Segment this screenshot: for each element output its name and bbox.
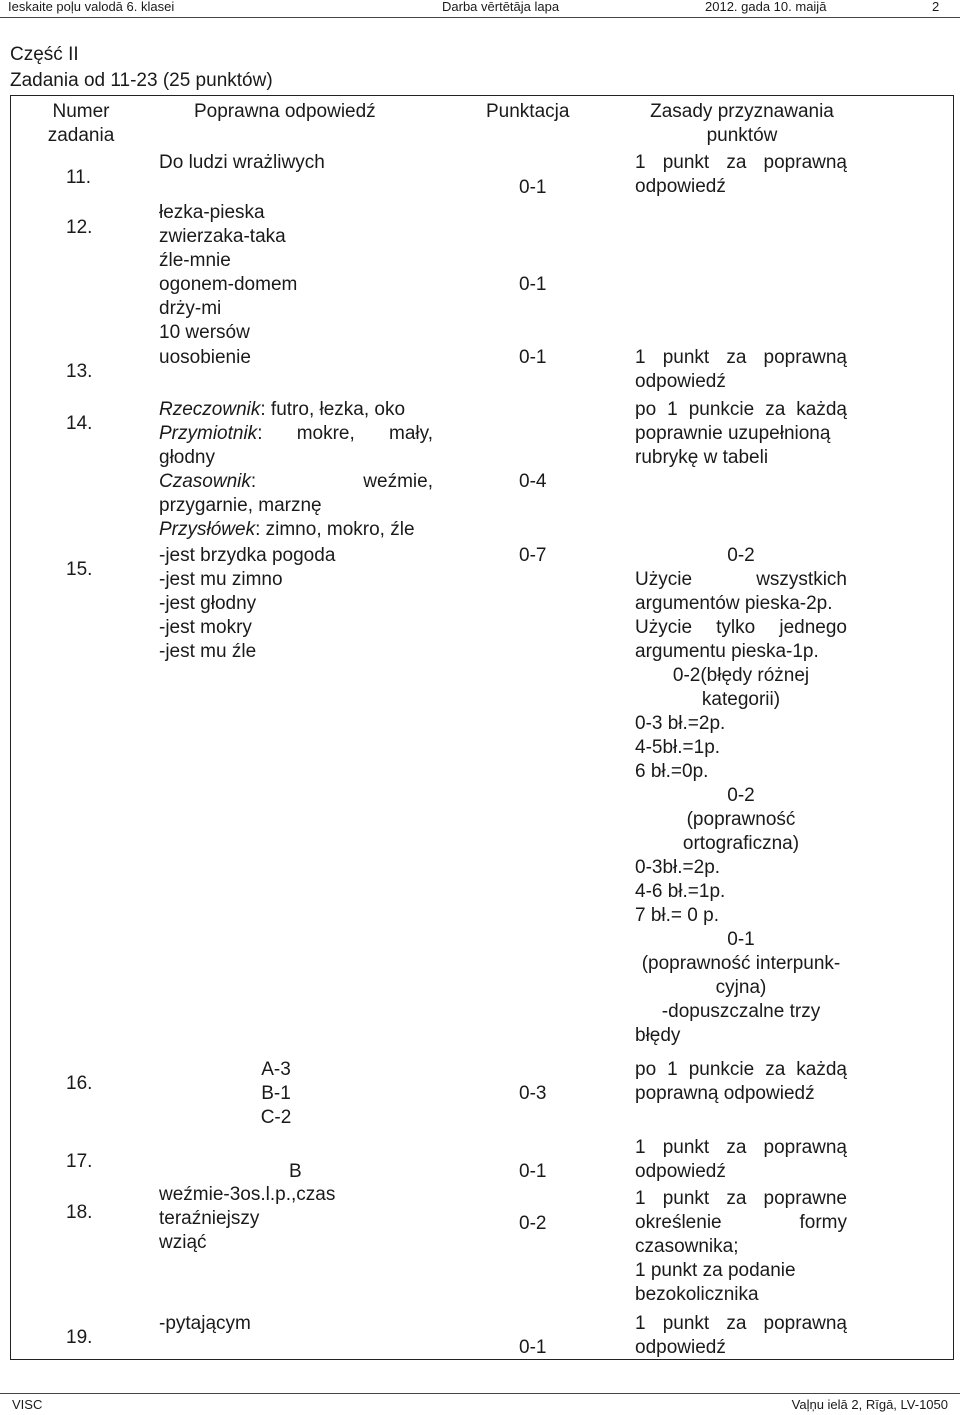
- row-12-answer-line2: zwierzaka-taka: [159, 226, 286, 247]
- row-15-rules-line7: kategorii): [701, 689, 781, 710]
- row-13-rules-line2: odpowiedź: [635, 371, 726, 392]
- header-number: [11, 100, 151, 148]
- row-15-rules-line5: argumentu pieska-1p.: [635, 641, 819, 662]
- row-18-rules-line1: 1 punkt za poprawne: [635, 1188, 847, 1209]
- row-15-answer-line2: -jest mu zimno: [159, 569, 283, 590]
- row-11-answer: Do ludzi wrażliwych: [159, 152, 325, 173]
- row-14-answer-line1: [159, 398, 433, 422]
- header-number-line2: zadania: [47, 125, 115, 146]
- row-12-number: 12.: [66, 217, 93, 238]
- row-15-rules-line10: 6 bł.=0p.: [635, 761, 709, 782]
- row-15-rules-line6: 0-2(błędy różnej: [672, 665, 810, 686]
- header-rules-line2: punktów: [706, 125, 778, 146]
- row-13-rules: [635, 346, 847, 394]
- row-17-rules: [635, 1136, 847, 1184]
- row-16-answer-line3: C-2: [260, 1107, 292, 1128]
- row-16-rules-line1: po 1 punkcie za każdą: [635, 1059, 847, 1080]
- row-15-rules-line17: 0-1: [727, 929, 755, 950]
- adverb-label: Przysłówek: [159, 519, 256, 540]
- row-15-rules-line4: Użycie tylko jednego: [635, 617, 847, 638]
- row-15-rules-line11: 0-2: [727, 785, 755, 806]
- row-18-rules-line2: określenie formy: [635, 1212, 847, 1233]
- row-13-number: 13.: [66, 361, 93, 382]
- row-13-answer: uosobienie: [159, 347, 251, 368]
- row-16-answer-line1: A-3: [261, 1059, 291, 1080]
- verb-label: Czasownik: [159, 471, 251, 492]
- header-subject: Ieskaite poļu valodā 6. klasei: [8, 0, 175, 14]
- row-15-rules: [635, 544, 847, 1048]
- header-sheet-title: Darba vērtētāja lapa: [442, 0, 560, 14]
- row-16-rules-line2: poprawną odpowiedź: [635, 1083, 815, 1104]
- row-17-rules-line2: odpowiedź: [635, 1161, 726, 1182]
- header-number-line1: Numer: [52, 101, 110, 122]
- row-16-answer: [236, 1058, 316, 1130]
- header-rules-line1: Zasady przyznawania: [650, 101, 834, 122]
- verb-values-cont: przygarnie, marznę: [159, 495, 322, 516]
- row-12-answer-line6: 10 wersów: [159, 322, 250, 343]
- footer-address: Vaļņu ielā 2, Rīgā, LV-1050: [791, 1397, 948, 1412]
- footer-organization: VISC: [12, 1397, 43, 1412]
- footer-divider: [0, 1393, 960, 1394]
- row-15-rules-line1: 0-2: [727, 545, 755, 566]
- row-17-number: 17.: [66, 1151, 93, 1172]
- row-12-answer: [159, 201, 297, 345]
- row-15-rules-line12: (poprawność: [686, 809, 796, 830]
- row-18-rules-line3: czasownika;: [635, 1236, 739, 1257]
- row-15-rules-line2: Użycie wszystkich: [635, 569, 847, 590]
- row-12-answer-line4: ogonem-domem: [159, 274, 298, 295]
- row-19-score: 0-1: [519, 1337, 547, 1358]
- row-15-answer-line3: -jest głodny: [159, 593, 257, 614]
- adverb-values: : zimno, mokro, źle: [255, 519, 415, 540]
- row-16-answer-line2: B-1: [261, 1083, 291, 1104]
- row-16-number: 16.: [66, 1073, 93, 1094]
- row-18-answer-line2: teraźniejszy: [159, 1208, 260, 1229]
- row-14-rules-line1: po 1 punkcie za każdą: [635, 399, 847, 420]
- row-15-answer-line4: -jest mokry: [159, 617, 252, 638]
- row-18-rules: [635, 1187, 847, 1307]
- row-16-rules: [635, 1058, 847, 1106]
- row-15-rules-line13: ortograficzna): [682, 833, 800, 854]
- row-15-rules-line18: (poprawność interpunk-: [641, 953, 841, 974]
- row-15-answer-line5: -jest mu źle: [159, 641, 257, 662]
- row-14-score: 0-4: [519, 471, 547, 492]
- page-header: [0, 0, 960, 14]
- row-15-rules-line15: 4-6 bł.=1p.: [635, 881, 726, 902]
- row-14-answer-line2: [159, 422, 433, 446]
- row-14-rules-line2: poprawnie uzupełnioną: [635, 423, 831, 444]
- row-16-score: 0-3: [519, 1083, 547, 1104]
- row-15-rules-line16: 7 bł.= 0 p.: [635, 905, 719, 926]
- row-19-number: 19.: [66, 1327, 93, 1348]
- row-14-answer-line6: [159, 518, 433, 542]
- row-11-score: 0-1: [519, 177, 547, 198]
- row-18-rules-line5: bezokolicznika: [635, 1284, 759, 1305]
- header-rules: [627, 100, 857, 148]
- row-17-rules-line1: 1 punkt za poprawną: [635, 1137, 847, 1158]
- noun-label: Rzeczownik: [159, 399, 261, 420]
- row-18-rules-line4: 1 punkt za podanie: [635, 1260, 796, 1281]
- row-11-number: 11.: [66, 167, 92, 188]
- part-title: Część II: [10, 44, 79, 65]
- row-15-rules-line8: 0-3 bł.=2p.: [635, 713, 726, 734]
- row-11-rules-line2: odpowiedź: [635, 176, 726, 197]
- row-15-rules-line21: błędy: [635, 1025, 681, 1046]
- row-11-rules: [635, 151, 847, 199]
- row-15-number: 15.: [66, 559, 93, 580]
- row-12-answer-line5: drży-mi: [159, 298, 222, 319]
- row-14-answer: [159, 398, 433, 542]
- row-12-score: 0-1: [519, 274, 547, 295]
- adjective-label: Przymiotnik: [159, 423, 258, 444]
- row-12-answer-line1: łezka-pieska: [159, 202, 265, 223]
- header-page-number: 2: [932, 0, 940, 14]
- row-15-rules-line19: cyjna): [715, 977, 767, 998]
- row-15-rules-line20: -dopuszczalne trzy: [661, 1001, 821, 1022]
- header-divider: [0, 17, 960, 18]
- row-18-score: 0-2: [519, 1213, 547, 1234]
- row-15-answer-line1: -jest brzydka pogoda: [159, 545, 336, 566]
- verb-values: : weźmie,: [250, 471, 433, 492]
- row-15-score: 0-7: [519, 545, 547, 566]
- adjective-values: : mokre, mały,: [257, 423, 433, 444]
- part-subtitle: Zadania od 11-23 (25 punktów): [10, 70, 273, 91]
- answer-key-table: [10, 95, 954, 1360]
- noun-values: : futro, łezka, oko: [260, 399, 406, 420]
- header-answer: Poprawna odpowiedź: [194, 101, 376, 122]
- row-19-rules-line2: odpowiedź: [635, 1337, 726, 1358]
- row-15-rules-line14: 0-3bł.=2p.: [635, 857, 721, 878]
- row-13-score: 0-1: [519, 347, 547, 368]
- adjective-values-cont: głodny: [159, 447, 215, 468]
- row-15-rules-line3: argumentów pieska-2p.: [635, 593, 833, 614]
- row-14-rules-line3: rubrykę w tabeli: [635, 447, 769, 468]
- header-date: 2012. gada 10. maijā: [705, 0, 827, 14]
- row-18-answer-line3: wziąć: [159, 1232, 207, 1253]
- row-14-answer-line4: [159, 470, 433, 494]
- row-14-number: 14.: [66, 413, 93, 434]
- row-18-answer-line1: weźmie-3os.l.p.,czas: [159, 1184, 336, 1205]
- row-18-answer: [159, 1183, 335, 1255]
- header-score: Punktacja: [486, 101, 570, 122]
- row-19-rules-line1: 1 punkt za poprawną: [635, 1313, 847, 1334]
- row-19-answer: -pytającym: [159, 1313, 251, 1334]
- row-14-rules: [635, 398, 847, 470]
- row-18-number: 18.: [66, 1202, 93, 1223]
- row-17-answer: B: [289, 1161, 302, 1182]
- row-11-rules-line1: 1 punkt za poprawną: [635, 152, 847, 173]
- row-17-score: 0-1: [519, 1161, 547, 1182]
- row-15-rules-line9: 4-5bł.=1p.: [635, 737, 721, 758]
- row-12-answer-line3: źle-mnie: [159, 250, 231, 271]
- row-19-rules: [635, 1312, 847, 1360]
- row-15-answer: [159, 544, 335, 664]
- row-13-rules-line1: 1 punkt za poprawną: [635, 347, 847, 368]
